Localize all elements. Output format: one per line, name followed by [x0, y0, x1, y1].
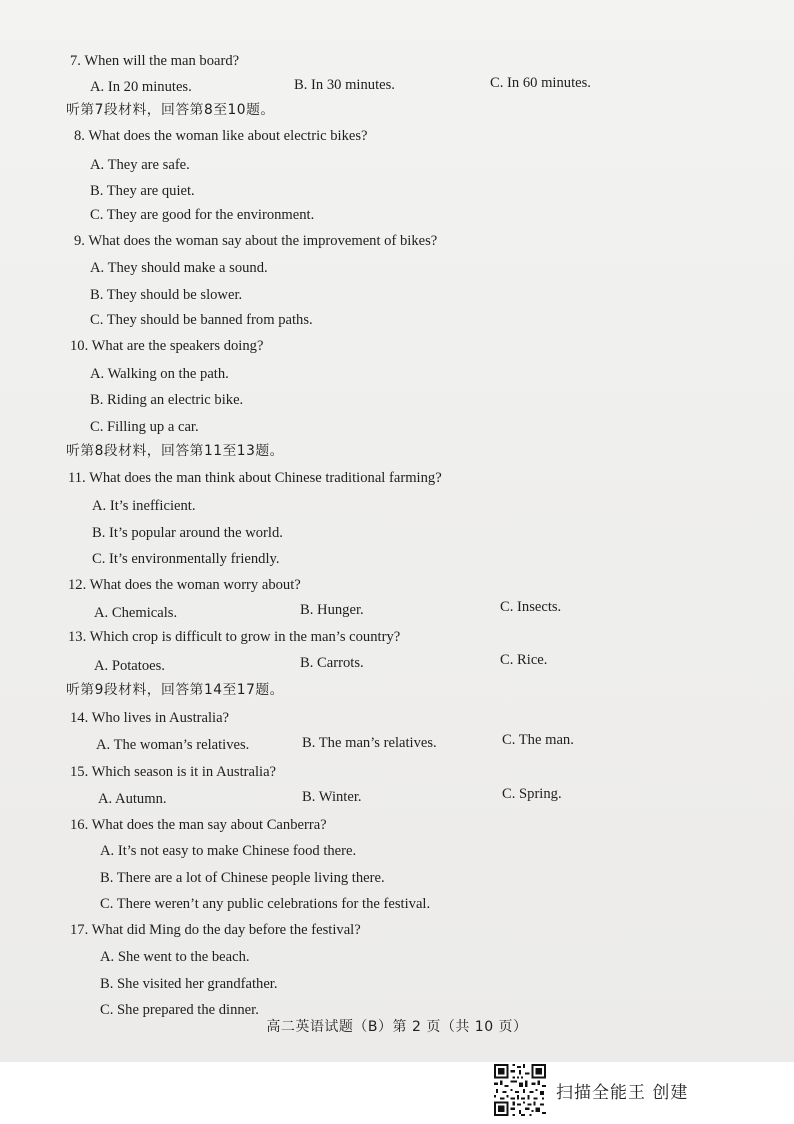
- question-16-stem: 16. What does the man say about Canberra?: [70, 817, 327, 833]
- question-10-stem: 10. What are the speakers doing?: [70, 338, 264, 354]
- question-15-stem: 15. Which season is it in Australia?: [70, 764, 277, 780]
- question-7-option-c: C. In 60 minutes.: [490, 75, 591, 91]
- question-12-stem: 12. What does the woman worry about?: [68, 577, 301, 593]
- question-17-option-c: C. She prepared the dinner.: [100, 1002, 259, 1018]
- section-9-instruction: 听第9段材料，回答第14至17题。: [66, 682, 284, 698]
- question-14-option-a: A. The woman’s relatives.: [96, 737, 250, 753]
- question-12-option-c: C. Insects.: [500, 599, 562, 615]
- question-7-stem: 7. When will the man board?: [70, 53, 240, 69]
- question-14-option-c: C. The man.: [502, 732, 574, 748]
- question-11-stem: 11. What does the man think about Chinese traditional farming?: [68, 470, 442, 486]
- page-footer: 高二英语试题（B）第 2 页（共 10 页）: [266, 1019, 528, 1035]
- question-16-option-c: C. There weren’t any public celebrations for the festival.: [100, 896, 431, 912]
- question-8-option-c: C. They are good for the environment.: [90, 207, 315, 223]
- question-14-stem: 14. Who lives in Australia?: [70, 710, 230, 726]
- section-8-instruction: 听第8段材料，回答第11至13题。: [66, 443, 284, 459]
- question-7-option-a: A. In 20 minutes.: [90, 79, 192, 95]
- scanner-app-label: 扫描全能王 创建: [556, 1083, 689, 1103]
- question-8-stem: 8. What does the woman like about electric bikes?: [74, 128, 368, 144]
- question-14-option-b: B. The man’s relatives.: [302, 735, 437, 751]
- question-12-option-b: B. Hunger.: [300, 602, 364, 618]
- question-13-stem: 13. Which crop is difficult to grow in the man’s country?: [68, 629, 401, 645]
- question-11-option-b: B. It’s popular around the world.: [92, 525, 283, 541]
- question-13-option-b: B. Carrots.: [300, 655, 364, 671]
- question-15-option-a: A. Autumn.: [98, 791, 167, 807]
- question-9-option-b: B. They should be slower.: [90, 287, 243, 303]
- question-8-option-a: A. They are safe.: [90, 157, 190, 173]
- question-9-option-a: A. They should make a sound.: [90, 260, 268, 276]
- qr-code-icon: [494, 1064, 546, 1116]
- question-17-stem: 17. What did Ming do the day before the festival?: [70, 922, 361, 938]
- question-17-option-a: A. She went to the beach.: [100, 949, 250, 965]
- question-11-option-a: A. It’s inefficient.: [92, 498, 196, 514]
- question-10-option-b: B. Riding an electric bike.: [90, 392, 244, 408]
- question-11-option-c: C. It’s environmentally friendly.: [92, 551, 280, 567]
- section-7-instruction: 听第7段材料，回答第8至10题。: [66, 102, 275, 118]
- question-9-option-c: C. They should be banned from paths.: [90, 312, 313, 328]
- question-16-option-a: A. It’s not easy to make Chinese food there.: [100, 843, 357, 859]
- question-9-stem: 9. What does the woman say about the improvement of bikes?: [74, 233, 438, 249]
- question-17-option-b: B. She visited her grandfather.: [100, 976, 278, 992]
- question-13-option-c: C. Rice.: [500, 652, 548, 668]
- question-10-option-a: A. Walking on the path.: [90, 366, 229, 382]
- question-15-option-b: B. Winter.: [302, 789, 362, 805]
- question-7-option-b: B. In 30 minutes.: [294, 77, 395, 93]
- question-15-option-c: C. Spring.: [502, 786, 562, 802]
- question-12-option-a: A. Chemicals.: [94, 605, 178, 621]
- question-8-option-b: B. They are quiet.: [90, 183, 195, 199]
- question-10-option-c: C. Filling up a car.: [90, 419, 199, 435]
- question-13-option-a: A. Potatoes.: [94, 658, 165, 674]
- question-16-option-b: B. There are a lot of Chinese people living there.: [100, 870, 385, 886]
